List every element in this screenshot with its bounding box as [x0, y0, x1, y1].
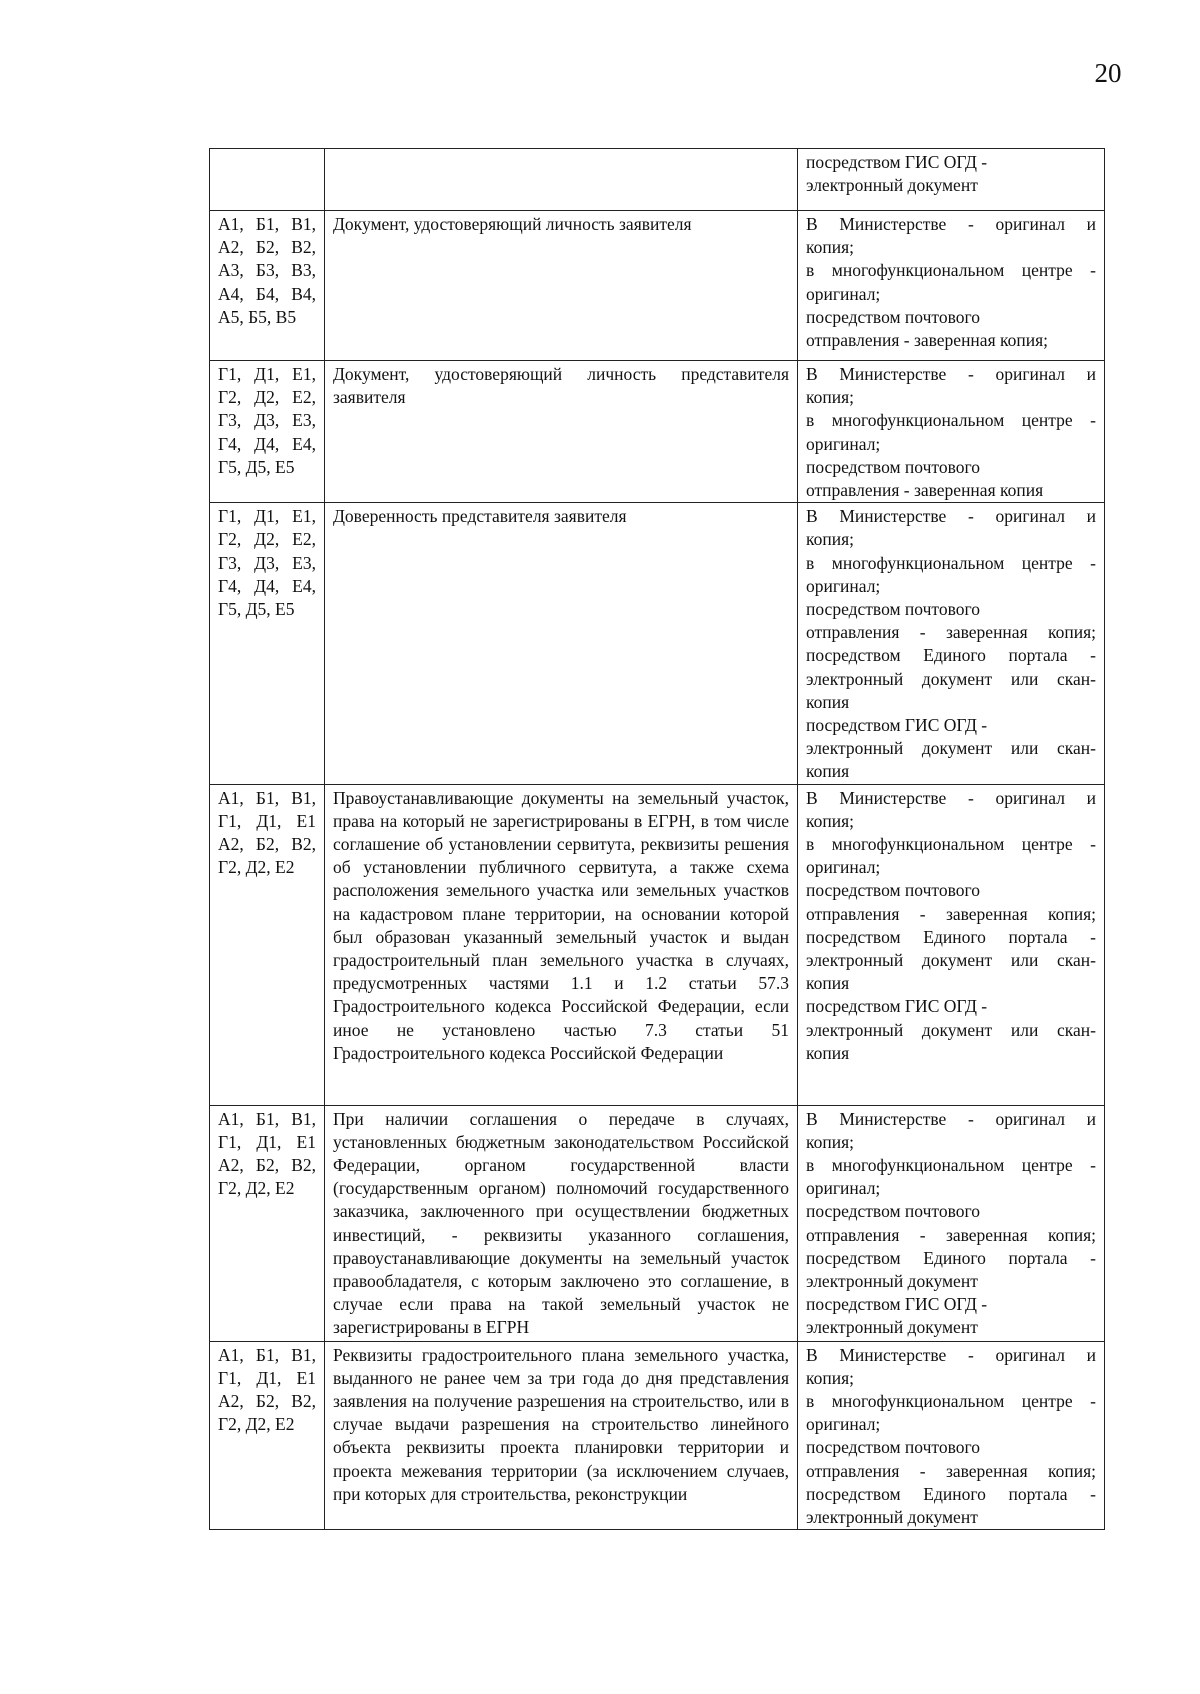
submission-line: посредством почтового [806, 306, 980, 327]
submission-line: электронный документ или скан- [806, 950, 1096, 971]
table-row [210, 1341, 1105, 1530]
submission-line: В Министерстве - оригинал и [806, 214, 1096, 234]
submission-line: отправления - заверенная копия; [806, 903, 1096, 924]
submission-line: В Министерстве - оригинал и [806, 364, 1096, 384]
page-number: 20 [1094, 58, 1122, 88]
submission-line: посредством почтового [806, 1201, 980, 1222]
document-description-cell: При наличии соглашения о передаче в случаях, установленных бюджетным законодательством Российской Федерации, органом государственной власти (государственным органом) полномочий государственного заказчика, заключенного при осуществлении бюджетных инвестиций, - реквизиты указанного соглашения, правоустанавливающие документы на земельный участок правообладателя, с которым заключено это соглашение, в случае если права на такой земельный участок не зарегистрированы в ЕГРН [325, 1105, 798, 1341]
applicant-codes-cell: А1, Б1, В1, Г1, Д1, Е1 А2, Б2, В2, Г2, Д2, Е2 [210, 784, 325, 1105]
submission-line: в многофункциональном центре - [806, 260, 1096, 281]
table-row [210, 149, 1105, 211]
submission-method-cell [798, 784, 1105, 1105]
document-description-cell [325, 149, 798, 211]
document-description-cell: Документ, удостоверяющий личность заявителя [325, 211, 798, 361]
submission-line: оригинал; [806, 433, 881, 454]
submission-line: оригинал; [806, 1178, 881, 1199]
submission-line: посредством Единого портала - [806, 645, 1096, 666]
applicant-codes-cell: А1, Б1, В1, Г1, Д1, Е1 А2, Б2, В2, Г2, Д2, Е2 [210, 1105, 325, 1341]
applicant-codes-cell: А1, Б1, В1, А2, Б2, В2, А3, Б3, В3, А4, Б4, В4, А5, Б5, В5 [210, 211, 325, 361]
table-row [210, 503, 1105, 784]
submission-line: посредством Единого портала - [806, 1247, 1096, 1268]
submission-line: копия; [806, 810, 855, 831]
submission-line: электронный документ [806, 1317, 978, 1338]
submission-line: В Министерстве - оригинал и [806, 506, 1096, 527]
submission-line: посредством ГИС ОГД - [806, 996, 988, 1017]
submission-method-cell [798, 1105, 1105, 1341]
submission-line: копия [806, 761, 850, 782]
submission-line: электронный документ [806, 1271, 978, 1292]
submission-method-cell [798, 211, 1105, 361]
submission-line: оригинал; [806, 1414, 881, 1435]
submission-line: электронный документ или скан- [806, 738, 1096, 759]
submission-line: в многофункциональном центре - [806, 552, 1096, 573]
submission-line: посредством ГИС ОГД - [806, 152, 988, 172]
submission-line: электронный документ [806, 175, 978, 196]
submission-line: посредством ГИС ОГД - [806, 715, 988, 736]
submission-line: посредством ГИС ОГД - [806, 1294, 988, 1315]
submission-line: В Министерстве - оригинал и [806, 1108, 1096, 1129]
documents-table [209, 148, 1105, 1530]
submission-line: отправления - заверенная копия; [806, 1224, 1096, 1245]
submission-line: электронный документ [806, 1507, 978, 1528]
applicant-codes-cell [210, 149, 325, 211]
documents-table-body [210, 149, 1105, 1530]
submission-line: оригинал; [806, 575, 881, 596]
document-description-cell: Доверенность представителя заявителя [325, 503, 798, 784]
document-description-cell: Реквизиты градостроительного плана земельного участка, выданного не ранее чем за три года до дня представления заявления на получение разрешения на строительство, или в случае выдачи разрешения на строительство линейного объекта реквизиты проекта планировки территории и проекта межевания территории (за исключением случаев, при которых для строительства, реконструкции [325, 1341, 798, 1530]
submission-line: посредством почтового [806, 599, 980, 620]
submission-line: оригинал; [806, 283, 881, 304]
submission-line: копия [806, 691, 850, 712]
submission-line: посредством почтового [806, 880, 980, 901]
submission-line: копия; [806, 529, 855, 550]
submission-method-cell [798, 1341, 1105, 1530]
applicant-codes-cell: Г1, Д1, Е1, Г2, Д2, Е2, Г3, Д3, Е3, Г4, Д4, Е4, Г5, Д5, Е5 [210, 503, 325, 784]
submission-line: отправления - заверенная копия; [806, 330, 1048, 351]
table-row [210, 361, 1105, 503]
submission-line: электронный документ или скан- [806, 1019, 1096, 1040]
submission-line: копия; [806, 1131, 855, 1152]
table-row [210, 784, 1105, 1105]
submission-line: копия [806, 973, 850, 994]
submission-line: копия [806, 1042, 850, 1063]
submission-line: посредством Единого портала - [806, 1483, 1096, 1504]
submission-line: электронный документ или скан- [806, 668, 1096, 689]
submission-line: копия; [806, 387, 855, 408]
submission-line: отправления - заверенная копия [806, 480, 1044, 501]
submission-line: в многофункциональном центре - [806, 834, 1096, 855]
submission-line: в многофункциональном центре - [806, 1391, 1096, 1412]
submission-line: в многофункциональном центре - [806, 1155, 1096, 1176]
submission-line: копия; [806, 237, 855, 258]
submission-line: посредством почтового [806, 1437, 980, 1458]
submission-method-cell [798, 149, 1105, 211]
submission-line: отправления - заверенная копия; [806, 622, 1096, 643]
applicant-codes-cell: Г1, Д1, Е1, Г2, Д2, Е2, Г3, Д3, Е3, Г4, Д4, Е4, Г5, Д5, Е5 [210, 361, 325, 503]
submission-line: В Министерстве - оригинал и [806, 1344, 1096, 1365]
submission-line: посредством Единого портала - [806, 926, 1096, 947]
submission-line: посредством почтового [806, 456, 980, 477]
submission-method-cell [798, 503, 1105, 784]
document-description-cell: Правоустанавливающие документы на земельный участок, права на который не зарегистрированы в ЕГРН, в том числе соглашение об установлении сервитута, реквизиты решения об установлении публичного сервитута, а также схема расположения земельного участка или земельных участков на кадастровом плане территории, на основании которой был образован указанный земельный участок и выдан градостроительный план земельного участка в случаях, предусмотренных частями 1.1 и 1.2 статьи 57.3 Градостроительного кодекса Российской Федерации, если иное не установлено частью 7.3 статьи 51 Градостроительного кодекса Российской Федерации [325, 784, 798, 1105]
applicant-codes-cell: А1, Б1, В1, Г1, Д1, Е1 А2, Б2, В2, Г2, Д2, Е2 [210, 1341, 325, 1530]
submission-line: копия; [806, 1367, 855, 1388]
document-description-cell: Документ, удостоверяющий личность представителя заявителя [325, 361, 798, 503]
submission-line: В Министерстве - оригинал и [806, 787, 1096, 808]
table-row [210, 1105, 1105, 1341]
submission-method-cell [798, 361, 1105, 503]
table-row [210, 211, 1105, 361]
submission-line: отправления - заверенная копия; [806, 1460, 1096, 1481]
submission-line: оригинал; [806, 857, 881, 878]
submission-line: в многофункциональном центре - [806, 410, 1096, 431]
